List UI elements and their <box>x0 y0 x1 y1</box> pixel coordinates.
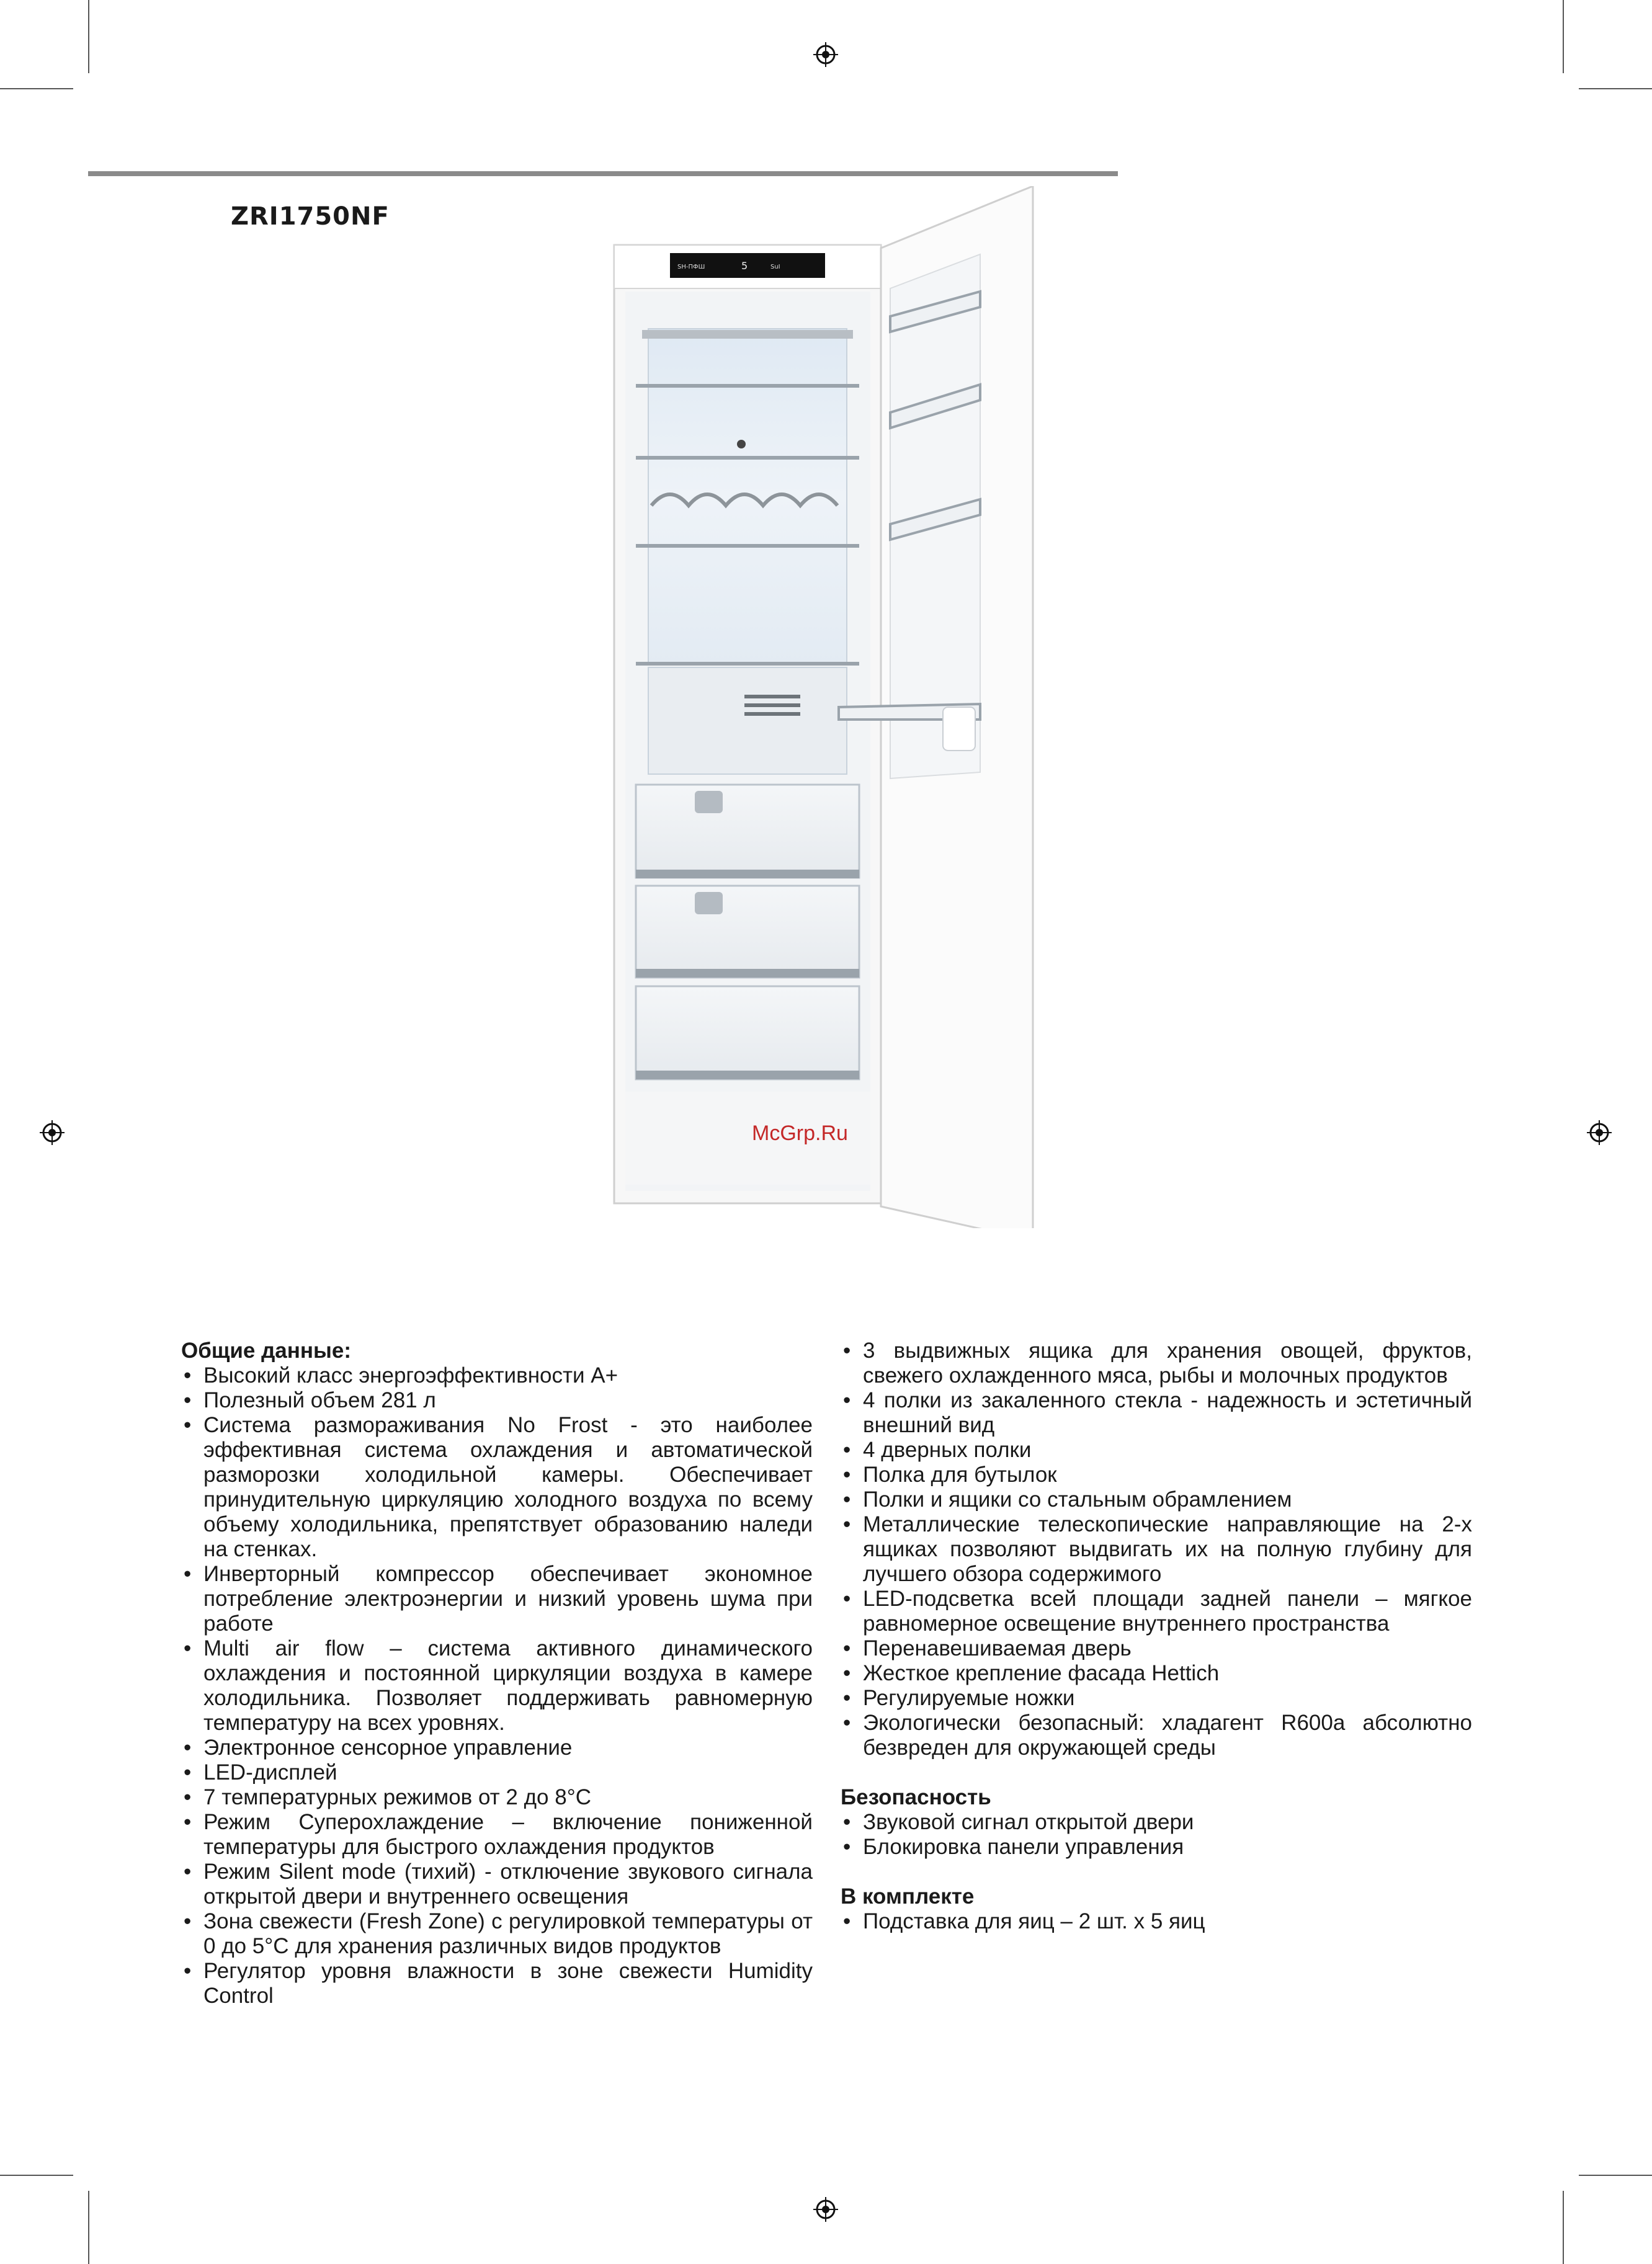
list-item: • 7 температурных режимов от 2 до 8°C <box>181 1785 813 1810</box>
list-item: • 4 полки из закаленного стекла - надежность и эстетичный внешний вид <box>841 1388 1472 1438</box>
crop-mark <box>1579 88 1652 89</box>
list-item: • Перенавешиваемая дверь <box>841 1636 1472 1661</box>
display-right-text: SuI <box>770 264 780 270</box>
crop-mark <box>1563 2191 1564 2264</box>
general-list-continued <box>841 1339 1472 1760</box>
general-list <box>181 1363 813 2008</box>
crop-mark <box>88 2191 89 2264</box>
registration-mark-icon <box>813 42 838 67</box>
list-item: • Полка для бутылок <box>841 1463 1472 1487</box>
list-item: • Multi air flow – система активного динамического охлаждения и постоянной циркуляции воздуха в камере холодильника. Позволяет поддерживать равномерную температуру на всех уровнях. <box>181 1636 813 1736</box>
package-list <box>841 1909 1472 1934</box>
model-title: ZRI1750NF <box>231 202 390 231</box>
display-digits: 5 <box>741 260 748 272</box>
watermark: McGrp.Ru <box>752 1121 848 1145</box>
list-item: • Регулятор уровня влажности в зоне свежести Humidity Control <box>181 1959 813 2008</box>
list-item: • Полки и ящики со стальным обрамлением <box>841 1487 1472 1512</box>
list-item: • Жесткое крепление фасада Hettich <box>841 1661 1472 1686</box>
registration-mark-icon <box>40 1120 65 1145</box>
list-item: • Экологически безопасный: хладагент R600a абсолютно безвреден для окружающей среды <box>841 1711 1472 1760</box>
list-item: • Электронное сенсорное управление <box>181 1736 813 1760</box>
list-item: • LED-подсветка всей площади задней панели – мягкое равномерное освещение внутреннего пространства <box>841 1587 1472 1636</box>
list-item: • Режим Silent mode (тихий) - отключение звукового сигнала открытой двери и внутреннего освещения <box>181 1860 813 1909</box>
crop-mark <box>88 0 89 73</box>
crop-mark <box>1563 0 1564 73</box>
refrigerator-image <box>608 186 1042 1228</box>
general-section <box>181 1339 813 2008</box>
list-item: • Металлические телескопические направляющие на 2-х ящиках позволяют выдвигать их на полную глубину для лучшего обзора содержимого <box>841 1512 1472 1587</box>
list-item: • Режим Суперохлаждение – включение пониженной температуры для быстрого охлаждения продуктов <box>181 1810 813 1860</box>
package-heading: В комплекте <box>841 1884 975 1909</box>
crop-mark <box>0 2175 73 2176</box>
safety-heading: Безопасность <box>841 1785 991 1809</box>
header-rule <box>88 171 1118 176</box>
list-item: • LED-дисплей <box>181 1760 813 1785</box>
list-item: • Регулируемые ножки <box>841 1686 1472 1711</box>
display-left-text: SH-ПФШ <box>677 264 705 270</box>
registration-mark-icon <box>813 2197 838 2222</box>
list-item: • Высокий класс энергоэффективности A+ <box>181 1363 813 1388</box>
general-heading: Общие данные: <box>181 1339 352 1363</box>
safety-list <box>841 1810 1472 1860</box>
list-item: • Блокировка панели управления <box>841 1835 1472 1860</box>
list-item: • Звуковой сигнал открытой двери <box>841 1810 1472 1835</box>
list-item: • Подставка для яиц – 2 шт. х 5 яиц <box>841 1909 1472 1934</box>
crop-mark <box>0 88 73 89</box>
list-item: • Зона свежести (Fresh Zone) с регулировкой температуры от 0 до 5°C для хранения различных видов продуктов <box>181 1909 813 1959</box>
list-item: • Полезный объем 281 л <box>181 1388 813 1413</box>
crop-mark <box>1579 2175 1652 2176</box>
registration-mark-icon <box>1587 1120 1612 1145</box>
list-item: • Система размораживания No Frost - это наиболее эффективная система охлаждения и автоматической разморозки холодильной камеры. Обеспечивает принудительную циркуляцию холодного воздуха по всему объему холодильника, препятствует образованию наледи на стенках. <box>181 1413 813 1562</box>
list-item: • 4 дверных полки <box>841 1438 1472 1463</box>
general-section-continued <box>841 1339 1472 1934</box>
list-item: • Инверторный компрессор обеспечивает экономное потребление электроэнергии и низкий уровень шума при работе <box>181 1562 813 1636</box>
list-item: • 3 выдвижных ящика для хранения овощей, фруктов, свежего охлажденного мяса, рыбы и молочных продуктов <box>841 1339 1472 1388</box>
